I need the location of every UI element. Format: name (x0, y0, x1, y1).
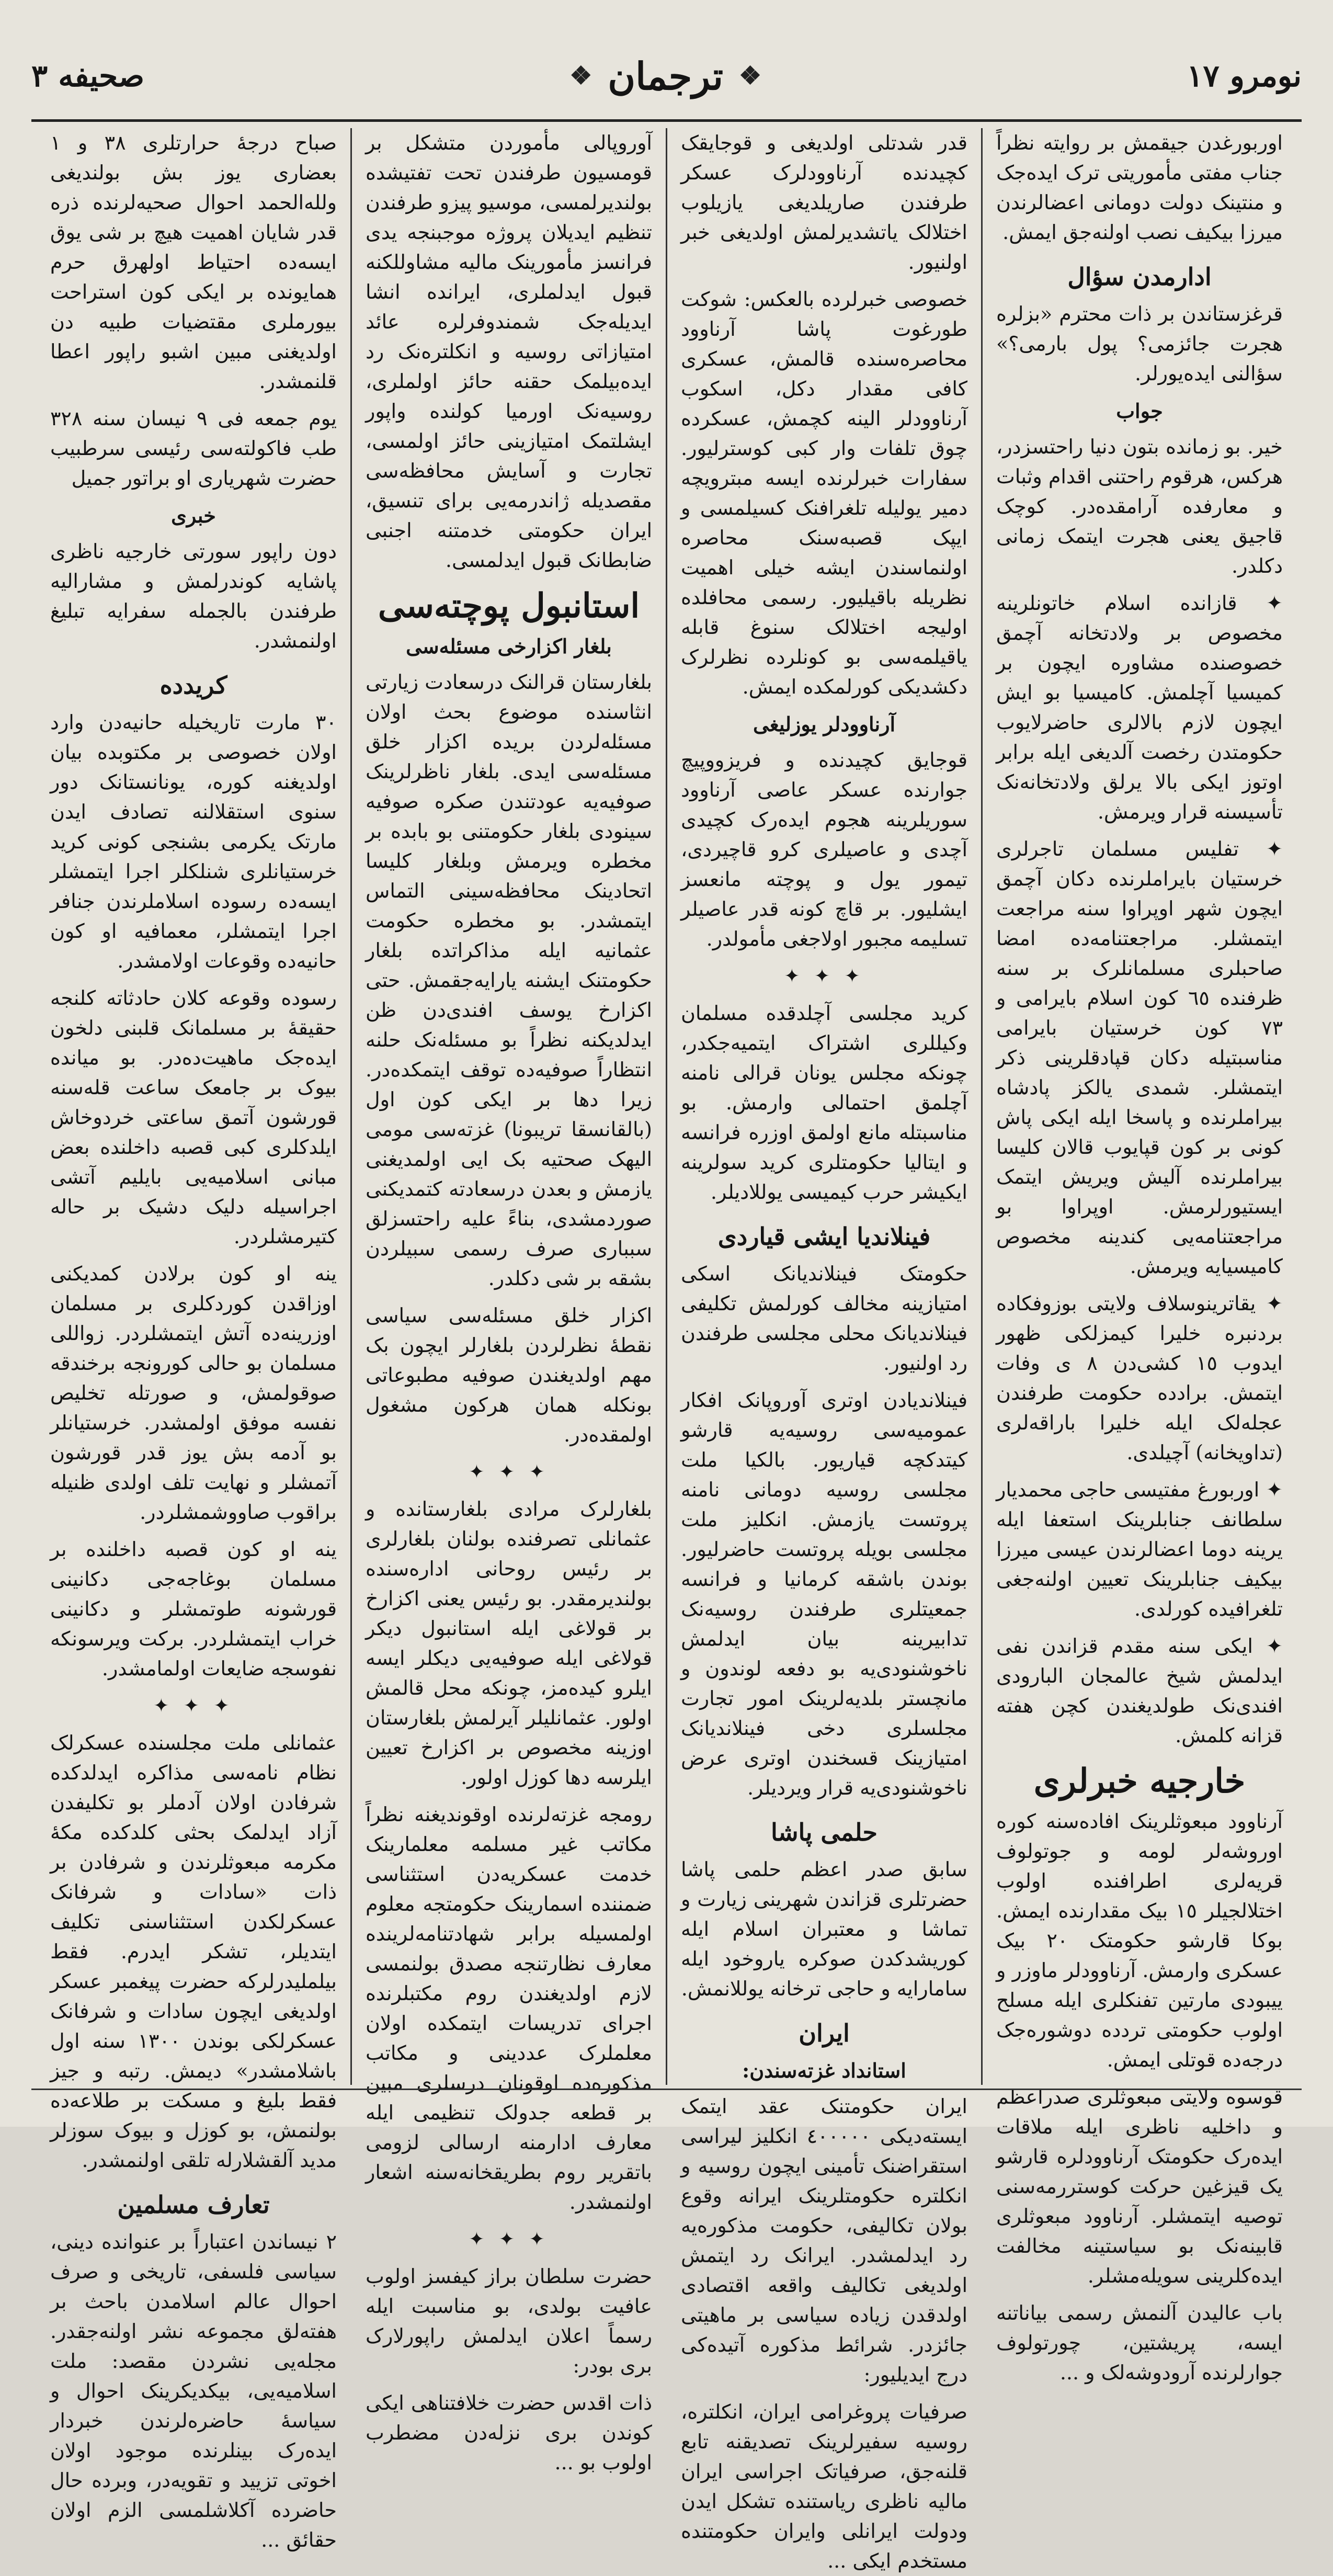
newspaper-title-block (569, 54, 761, 98)
section-heading: حلمی پاشا (771, 1818, 878, 1846)
section-heading: فینلاندیا ایشی قیاردی (717, 1222, 931, 1251)
subheading: خبری (171, 504, 216, 527)
paragraph: ذات اقدس حضرت خلافتناهی ایکی کوندن بری نزله‌دن مضطرب اولوب بو ... (366, 2391, 652, 2474)
subheading: بلغار اکزارخی مسئله‌سی (406, 634, 612, 658)
paragraph: حکومتک فینلاندیانک اسکی امتیازینه مخالف کورلمش تکلیفی فینلاندیانک محلی مجلسی طرفندن رد اولنیور. (681, 1262, 967, 1375)
paragraph: عثمانلی ملت مجلسنده عسکرلک نظام نامه‌سی مذاکره ایدلدکده شرفادن اولان آدملر بو تکلیفدن آزاد ایدلمک بحثی کلدکده مکهٔ مکرمه مبعوثلرندن و شرفادن بر ذات «سادات و شرفانک عسکرلکدن استثناسنی تکلیف ایتدیلر، تشکر ایدرم. فقط بیلملیدرلرکه حضرت پیغمبر عسکر اولدیغی ایچون سادات و شرفانک عسکرلکی بوندن ١٣٠٠ سنه اول باشلامشدر» دیمش. رتبه و جیز فقط بلیغ و مسکت بر طلاعه‌ده بولنمش، بو کوزل و بیوک سوزلر مدید آلقشلارله تلقی اولنمشدر. (50, 1731, 337, 2172)
ornament-separator: ✦ ✦ ✦ (784, 966, 864, 987)
paragraph: خیر. بو زمانده بتون دنیا راحتسزدر، هرکس، هرقوم راحتنی اقدام وثبات و معارفده آرامقده‌در. کوچک قاجیق یعنی هجرت ایتمک زمانی دکلدر. (996, 435, 1283, 577)
paragraph: ✦ اوربورغ مفتیسی حاجی محمدیار سلطانف جنابلرینک استعفا ایله یرینه دوما اعضالرندن عیسی میرزا بیکیف جنابلرینک تعیین اولنه‌جغی تلغرافیده کورلدی. (996, 1478, 1283, 1620)
paragraph: سابق صدر اعظم حلمی پاشا حضرتلری قزاندن شهرینی زیارت و تماشا و معتبران اسلام ایله کوریشدکدن صوکره یاروخود ایله سامارایه و حاجی ترخانه یوللانمش. (681, 1858, 967, 2000)
ornament-separator: ✦ ✦ ✦ (153, 1695, 234, 1717)
paragraph: آوروپالی مأموردن متشکل بر قومسیون طرفندن تحت تفتیشده بولندیرلمسی، موسیو پیزو طرفندن تنظیم ایدیلان پروژه موجبنجه یدی فرانسز مأمورینک مالیه مشاوللکنه قبول ایدلملری، ایرانده انشا ایدیله‌جک شمندوفرلره عائد امتیازاتی روسیه و انکلتره‌نک رد ایده‌بیلمک حقنه حائز اولملری، روسیه‌نک اورمیا کولنده واپور ایشلتمک امتیازینی حائز اولمسی، تجارت و آسایش محافظه‌سی مقصدیله ژاندرمه‌یی برای تنسیق، ایران حکومتی خدمتنه اجنبی ضابطانک قبول ایدلمسی. (366, 131, 652, 572)
paragraph: ✦ قازانده اسلام خاتونلرینه مخصوص بر ولادتخانه آچمق خصوصنده مشاوره ایچون بر کمیسیا آچلمش. کامیسیا بو ایش ایچون لازم بالالری حاضرلایوب حکومتدن رخصت آلدیغی ایله برابر اوتوز ایکی بالا یرلق ولادتخانه‌نک تأسیسنه قرار ویرمش. (996, 592, 1283, 823)
ornament-icon: ❖ (739, 61, 762, 90)
major-heading: خارجیه خبرلری (1033, 1762, 1246, 1801)
paragraph: قوجایق کچیدنده و فریزوو‌پیچ جوارنده عسکر عاصی آرناوود سوریلرینه هجوم ایده‌رک کچیدی آچدی و عاصیلری کرو قاچیردی، تیمور یول و پوچته مانعسز ایشلیور. بر قاچ کونه قدر عاصیلر تسلیمه مجبور اولاجغی مأمولدر. (681, 748, 967, 950)
paragraph: آرناوود مبعوثلرینک افاده‌سنه کوره اوروشه‌لر لومه و جوتولوف قریه‌لری اطرافنده اولوب اختلالجیلر ١٥ بیک مقدارنده ایمش. بوکا قارشو حکومتک ٢٠ بیک عسکری وارمش. آرناوودلر ماوزر و ییبودی مارتین تفنکلری ایله مسلح اولوب حکومتی تردده دوشوره‌جک درجه‌ده قوتلی ایمش. (996, 1810, 1283, 2071)
footer-rule (31, 2089, 1302, 2090)
section-heading: ایران (799, 2019, 850, 2047)
paragraph: صباح درجهٔ حرارتلری ٣٨ و ١ بعضاری یوز بش بولندیغی ولله‌الحمد احوال صحیه‌لرنده ذره قدر شایان اهمیت هیچ بر شی یوق ایسه‌ده احتیاط اولهرق حرم همایونده بر ایکی کون استراحت بیورملری مقتضیات طبیه دن اولدیغنی مبین اشبو راپور اعطا قلنمشدر. (50, 131, 337, 393)
article-columns (37, 128, 1296, 2572)
paragraph: اکزار خلق مسئله‌سی سیاسی نقطهٔ نظرلردن بلغارلر ایچون بک مهم اولدیغندن صوفیه مطبوعاتی بونکله همان هرکون مشغول اولمقده‌در. (366, 1304, 652, 1446)
paragraph: صرفیات پروغرامی ایران، انکلتره، روسیه سفیرلرینک تصدیقنه تابع قلنه‌جق، صرفیاتک اجراسی ایران مالیه ناظری ریاستنده تشکل ایدن ودولت ایرانلی وایران حکومتنده مستخدم ایکی ... (681, 2400, 967, 2572)
paragraph: کرید مجلسی آچلدقده مسلمان وکیللری اشتراک ایتمیه‌جکدر، چونکه مجلس یونان قرالی نامنه آچلمق احتمالی وارمش. بو مناسبتله مانع اولمق اوزره فرانسه و ایتالیا حکومتلری کرید سولرینه ایکیشر حرب کیمیسی یوللادیلر. (681, 1002, 967, 1204)
masthead (31, 37, 1302, 115)
section-heading: تعارف مسلمین (117, 2191, 270, 2219)
column-2 (666, 128, 981, 2572)
subheading: آرناوودلر یوزلیغی (753, 712, 896, 736)
paragraph: فینلاندیادن اوتری آوروپانک افکار عمومیه‌سی روسیه‌یه قارشو کیتدکچه قیاریور. بالکیا ملت مجلسی روسیه دومانی نامنه پروتست یازمش. انکلیز ملت مجلسی بویله پروتست حاضرلیور. بوندن باشقه کرمانیا و فرانسه جمعیتلری طرفندن روسیه‌نک تدابیرینه بیان ایدلمش ناخوشنودی‌یه بو دفعه لوندون و مانچستر بلدیه‌لرینک امور تجارت مجلسلری دخی فینلاندیانک امتیازینک قسخندن اوتری عرض ناخوشنودی‌یه قرار ویردیلر. (681, 1389, 967, 1799)
paragraph: ✦ ایکی سنه مقدم قزاندن نفی ایدلمش شیخ عالمجان البارودی افندی‌نک طولدیغندن کچن هفته قزانه کلمش. (996, 1635, 1283, 1747)
subheading: جواب (1116, 399, 1163, 423)
paragraph: قدر شدتلی اولدیغی و قوجایقک کچیدنده آرناوودلرک عسکر طرفندن صاریلدیغی یازیلوب اختلالک یاتشدیرلمش اولدیغی خبر اولنیور. (681, 131, 967, 274)
paragraph: قوسوه ولایتی مبعوثلری صدراعظم و داخلیه ناظری ایله ملاقات ایده‌رک حکومتک آرناوودلره قارشو یک قیزغین حرکت کوستررمه‌سنی توصیه ایتمشلر. آرناوود مبعوثلری قابینه‌نک بو سیاستینه مخالفت ایده‌کلرینی سویله‌مشلر. (996, 2085, 1283, 2287)
paragraph: ✦ تفلیس مسلمان تاجرلری خرستیان بایراملرنده دکان آچمق ایچون شهر اوپراوا سنه مراجعت ایتمشلر. مراجعتنامه‌ده امضا صاحبلری مسلمانلرک بر سنه ظرفنده ٦٥ کون اسلام بایرامی و ٧٣ کون خرستیان بایرامی مناسبتیله دکان قپادقلرینی ذکر ایتمشلر. شمدی یالکز پادشاه بیراملرنده و پاسخا ایله ایکی پاش کونی بر کون قپایوب قالان کلیسا بیراملرنده آلیش ویریش ایتمک ایستیورلرمش. اوپراوا بو مراجعتنامه‌یی کندینه مخصوص کامیسیایه ویرمش. (996, 837, 1283, 1278)
ornament-separator: ✦ ✦ ✦ (469, 1461, 549, 1483)
page-number-label: صحیفه ٣ (31, 58, 144, 94)
paragraph: ینه او کون برلادن کمدیکنی اوزاقدن کوردکلری بر مسلمان اوزرینه‌ده آتش ایتمشلردر. زواللی مسلمان بو حالی کورونجه برخندقه صوقولمش، و صورتله تخلیص نفسه موفق اولمشدر. خرستیانلر بو آدمه بش یوز قدر قورشون آتمشلر و نهایت تلف اولدی ظنیله براقوب صاووشمشلردر. (50, 1262, 337, 1524)
subheading: استانداد غزته‌سندن: (742, 2059, 906, 2082)
column-3 (350, 128, 666, 2474)
section-heading: ادارمدن سؤال (1067, 263, 1212, 291)
newspaper-title: ترجمان (608, 53, 723, 98)
paragraph: رسوده وقوعه کلان حادثاته کلنجه حقیقهٔ بر مسلمانک قلبنی دلخون ایده‌جک ماهیت‌ده‌در. بو میانده بیوک بر جامعک ساعت قله‌سنه قورشون آتمق ساعتی خردوخاش ایلدکلری کبی قصبه داخلنده بعض مبانی اسلامیه‌یی بایلیم آتشی اجراسیله دلیک دشیک بر حاله کتیرمشلردر. (50, 986, 337, 1248)
paragraph: ایران حکومتنک عقد ایتمک ایسته‌دیکی ٤٠٠٠٠٠ انکلیز لیراسی استقراضنک تأمینی ایچون روسیه و انکلتره حکومتلرینک ایرانه وقوع بولان تکالیفی، حکومت مذکوره‌یه رد ایدلمشدر. ایرانک رد ایتمش اولدیغی تکالیف واقعه اقتصادی اولدقدن زیاده سیاسی بر ماهیتی جائزدر. شرائط مذکوره آتیده‌کی درج ایدیلیور: (681, 2095, 968, 2386)
paragraph: باب عالیدن آلنمش رسمی بیاناتنه ایسه، پریشتین، چورتولوف جوارلرنده آرودوشه‌لک و ... (996, 2301, 1283, 2384)
paragraph: خصوصی خبرلرده بالعکس: شوکت طورغوت پاشا آرناوود محاصره‌سنده قالمش، عسکری کافی مقدار دکل، اسکوب آرناوودلر الینه کچمش، عسکرده چوق تلفات وار کبی کوسترلیور. سفارات خبرلرنده ایسه مبترویچه دمیر یولیله تلغرافنک کسیلمسی و ایپک قصبه‌سنک محاصره اولنماسندن ایشه خیلی اهمیت نظریله باقیلیور. رسمی محافلده اولیجه اختلالک سنوغ قابله یاقیلمه‌سی بو کونلرده نظرلرک دکشدیکی کورلمکده ایمش. (681, 288, 967, 698)
paragraph: ینه او کون قصبه داخلنده بر مسلمان بوغاجه‌جی دکانینی قورشونه طوتمشلر و دکانینی خراب ایتمشلردر. برکت ویرسونکه نفوسجه ضایعات اولمامشدر. (50, 1538, 337, 1680)
paragraph: ٢ نیساندن اعتباراً بر عنوانده دینی، سیاسی فلسفی، تاریخی و صرف احوال عالم اسلامدن باحث بر هفته‌لق مجموعه نشر اولنه‌جقدر. مجله‌یی نشردن مقصد: ملت اسلامیه‌یی، بیکدیکرینک احوال و سیاسهٔ حاضره‌لرندن خبردار ایده‌رک بینلرنده موجود اولان اخوتی تزیید و تقویه‌در، وبرده حال حاضرده آکلاشلمسی الزم اولان حقائق ... (50, 2230, 337, 2551)
paragraph: بلغارلرک مرادی بلغارستانده و عثمانلی تصرفنده بولنان بلغارلری بر رئیس روحانی اداره‌سنده بولندیرمقدر. بو رئیس یعنی اکزارخ بر قولاغی ایله استانبول دیکر قولاغی ایله صوفیه‌یی دیکلر ایسه ایلرو کیده‌مز، چونکه محل قالمش اولور. عثمانلیلر آیرلمش بلغارستان اوزینه مخصوص بر اکزارخ تعیین ایلرسه دها کوزل اولور. (366, 1497, 652, 1789)
header-rule (31, 119, 1302, 122)
paragraph: اوربورغدن جیقمش بر روایته نظراً جناب مفتی مأموریتی ترک ایده‌جک و منتینک دولت دومانی اعضالرندن میرزا بیکیف نصب اولنه‌جق ایمش. (996, 131, 1283, 244)
paragraph: حضرت سلطان براز کیفسز اولوب عافیت بولدی، بو مناسبت ایله رسماً اعلان ایدلمش راپورلارک بری بودر: (366, 2265, 652, 2377)
issue-number-label: نومرو ١٧ (1187, 58, 1302, 94)
paragraph: بلغارستان قرالنک درسعادت زیارتی انثاسنده موضوع بحث اولان مسئله‌لردن بریده اکزار خلق مسئله‌سی ایدی. بلغار ناظرلرینک صوفیه‌یه عودتندن صکره صوفیه سینودی بلغار حکومتنی بو بابده بر مخطره ویرمش وبلغار کلیسا اتحادینک محافظه‌سینی التماس ایتمشدر. بو مخطره حکومت عثمانیه ایله مذاکراتده بلغار حکومتنک ایشنه یارایه‌جقمش. حتی اکزارخ یوسف افندی‌دن ظن ایدلدیکنه نظراً بو مسئله‌نک حلنه انتظاراً صوفیه‌ده توقف ایتمکده‌در. زیرا دها بر ایکی کون اول (بالقانسقا تریبونا) غزته‌سی مومی الیهک صحتیه بک ایی اولمدیغنی یازمش و بعدن درسعادته کتمدیکنی صوردمشدی، بناءً علیه راحتسزلق سبباری صرف رسمی سبیلردن بشقه بر شی دکلدر. (365, 671, 652, 1290)
paragraph: دون راپور سورتی خارجیه ناظری پاشایه کوندرلمش و مشارالیه طرفندن بالجمله سفرایه تبلیغ اولنمشدر. (50, 540, 337, 652)
column-1 (981, 128, 1296, 2384)
major-heading: استانبول پوچته‌سی (378, 586, 640, 626)
paragraph: ٣٠ مارت تاریخیله حانیه‌دن وارد اولان خصوصی بر مکتوبده بیان اولدیغنه کوره، یونانستانک دور سنوی استقلالنه تصادف ایدن مارتک یکرمی بشنجی کونی کرید خرستیانلری شنلکلر اجرا ایتمشلر ایسه‌ده رسوده اسلاملرندن جنافر اجرا ایتمشلر، معمافیه او کون حانیه‌ده وقوعات اولامشدر. (50, 711, 337, 972)
paragraph: یوم جمعه فی ٩ نیسان سنه ٣٢٨ طب فاکولته‌سی رئیسی سرطبیب حضرت شهریاری او براتور جمیل (50, 407, 337, 490)
ornament-icon: ❖ (569, 61, 593, 90)
paragraph: رومجه غزته‌لرنده اوقوندیغنه نظراً مکاتب غیر مسلمه معلمارینک خدمت عسکریه‌دن استثناسی ضمننده اسمارینک حکومتجه معلوم اولمسیله برابر شهادتنامه‌لرینده معارف نظارتنجه مصدق بولنمسی لازم اولدیغندن روم مکتبلرنده اجرای تدریسات ایتمکده اولان معلملرک عددینی و مکاتب مذکوره‌ده اوقونان درسلری مبین بر قطعه جدولک تنظیمی ایله معارف ادارمنه ارسالی لزومی باتقریر روم بطریقخانه‌سنه اشعار اولنمشدر. (366, 1803, 652, 2214)
column-4 (37, 128, 350, 2551)
paragraph: ✦ یقاترینوسلاف ولایتی بوزوفکاده بردنبره خلیرا کیمزلکی ظهور ایدوب ١٥ کشی‌دن ٨ ی وفات ایتمش. برادده حکومت طرفندن عجله‌لک ایله خلیرا باراقه‌لری (تداویخانه) آچیلدی. (996, 1292, 1283, 1464)
section-heading: کرید‌ده (159, 671, 227, 699)
ornament-separator: ✦ ✦ ✦ (469, 2229, 549, 2250)
paragraph: قرغزستاندن بر ذات محترم «بزلره هجرت جائزمی؟ پول بارمی؟» سؤالنی ایده‌یورلر. (996, 302, 1283, 385)
